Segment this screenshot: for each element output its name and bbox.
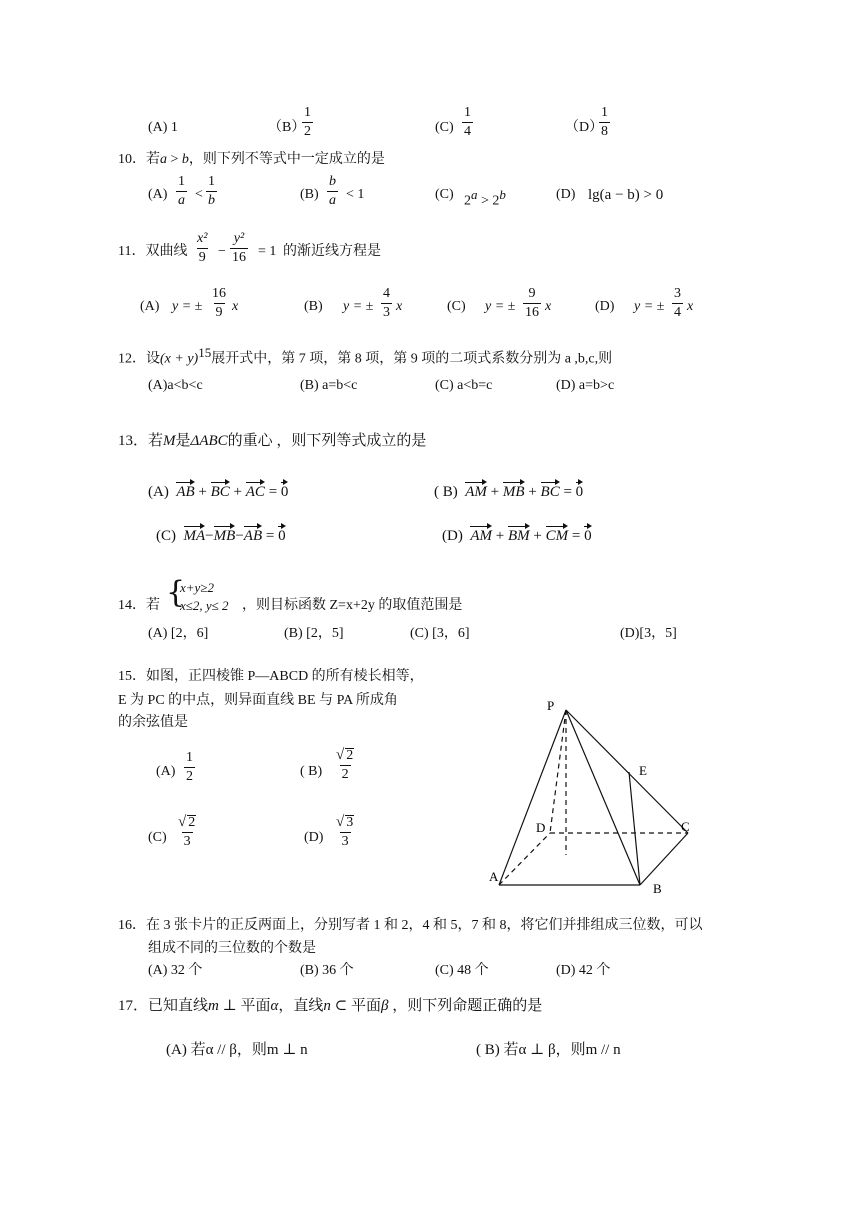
q9-option-a: (A) 1	[148, 120, 178, 135]
q11-option-b-var: x	[396, 299, 403, 314]
q11-frac2: $\frac{\text{y²}}{16}$	[232, 231, 246, 265]
q11-option-c-frac: $\frac{9}{16}$	[525, 286, 539, 320]
q16-option-a: (A) 32 个	[148, 963, 203, 978]
q15-option-d-label: (D)	[304, 830, 324, 845]
q14-ineq2: x≤2, y≤ 2	[180, 598, 229, 613]
q16-option-d: (D) 42 个	[556, 963, 611, 978]
q15-option-a-label: (A)	[156, 764, 176, 779]
q11-option-d-var: x	[687, 299, 694, 314]
q10-option-b-tail: < 1	[346, 187, 365, 202]
q9-option-c-label: (C)	[435, 120, 454, 135]
q14-option-b: (B) [2，5]	[284, 626, 344, 641]
pyramid-figure	[480, 690, 710, 900]
q16-line2: 组成不同的三位数的个数是	[148, 941, 316, 956]
q9-option-c-fraction: $\frac{1}{4}$	[464, 105, 471, 139]
q11-option-d-label: (D)	[595, 299, 615, 314]
q11-minus: −	[218, 244, 226, 259]
q15-option-a-frac: $\frac{1}{2}$	[186, 750, 193, 784]
q9-option-b-label: （B）	[268, 120, 306, 135]
edge-pa	[499, 710, 566, 885]
q15-option-b-frac: $\frac{√ 2}{2}$	[336, 747, 354, 782]
q10-option-a-frac2: $\frac{1}{b}$	[208, 174, 215, 208]
q12-option-a: (A)a<b<c	[148, 378, 203, 393]
edge-bc	[640, 833, 688, 885]
q14-option-c: (C) [3，6]	[410, 626, 470, 641]
q15-option-d-frac: $\frac{√ 3}{3}$	[336, 814, 354, 849]
edge-pc	[566, 710, 688, 833]
q15-line3: 的余弦值是	[118, 715, 188, 730]
q13-option-d: (D) AM + BM + CM = 0	[442, 528, 592, 544]
q15-option-c-label: (C)	[148, 830, 167, 845]
q15-line1: 15．如图，正四棱锥 P—ABCD 的所有棱长相等，	[118, 669, 424, 684]
point-label-e: E	[639, 763, 647, 778]
vertex-label-b: B	[653, 881, 662, 896]
vertex-label-a: A	[489, 869, 499, 884]
q11-option-b-pre: y = ±	[343, 299, 374, 314]
q16-line1: 16．在 3 张卡片的正反两面上，分别写者 1 和 2，4 和 5，7 和 8，将它们并排组成三位数，可以	[118, 918, 703, 933]
q13-option-b: ( B) AM + MB + BC = 0	[434, 484, 584, 500]
segment-be	[629, 772, 640, 885]
q9-option-d-label: （D）	[565, 120, 604, 135]
q9-option-d-fraction: $\frac{1}{8}$	[601, 105, 608, 139]
q15-line2: E 为 PC 的中点，则异面直线 BE 与 PA 所成角	[118, 693, 398, 708]
q11-stem-num: 11．双曲线	[118, 244, 188, 259]
q11-option-d-frac: $\frac{3}{4}$	[674, 286, 681, 320]
edge-pb	[566, 710, 640, 885]
q15-option-c-frac: $\frac{√ 2}{3}$	[178, 814, 196, 849]
q14-ineq1: x+y≥2	[180, 580, 214, 595]
edge-pd	[550, 710, 566, 833]
q11-option-a-label: (A)	[140, 299, 160, 314]
q14-system-brace: {	[166, 575, 186, 610]
q12-option-b: (B) a=b<c	[300, 378, 358, 393]
q11-option-d-pre: y = ±	[634, 299, 665, 314]
q11-frac1: $\frac{\text{x²}}{9}$	[197, 231, 208, 265]
q11-stem-tail: 的渐近线方程是	[283, 244, 381, 259]
q10-option-d-expr: lg(a − b) > 0	[588, 187, 664, 203]
q11-option-c-var: x	[545, 299, 552, 314]
q13-stem: 13．若M是ΔABC的重心 ，则下列等式成立的是	[118, 433, 427, 449]
q11-option-c-label: (C)	[447, 299, 466, 314]
vertex-label-d: D	[536, 820, 546, 835]
q11-option-a-var: x	[232, 299, 239, 314]
q13-option-a: (A) AB + BC + AC = 0	[148, 484, 289, 500]
q17-option-a: (A) 若α // β，则m ⊥ n	[166, 1042, 308, 1058]
q12-stem: 12．设$(x + y)^{15}$展开式中，第 7 项，第 8 项，第 9 项的二项式系数分别为 a ,b,c,则	[118, 345, 613, 367]
q10-option-b-label: (B)	[300, 187, 319, 202]
q12-option-d: (D) a=b>c	[556, 378, 615, 393]
q16-option-c: (C) 48 个	[435, 963, 489, 978]
edge-ad	[499, 833, 550, 885]
q11-option-b-label: (B)	[304, 299, 323, 314]
q9-option-b-fraction: $\frac{1}{2}$	[304, 105, 311, 139]
q11-option-c-pre: y = ±	[485, 299, 516, 314]
q10-option-a-op: <	[195, 187, 203, 202]
q13-option-c: (C) MA−MB−AB = 0	[156, 528, 286, 544]
q10-option-b-frac: $\frac{b}{a}$	[329, 174, 336, 208]
q15-option-b-label: ( B)	[300, 764, 323, 779]
q16-option-b: (B) 36 个	[300, 963, 354, 978]
q10-option-a-frac1: $\frac{1}{a}$	[178, 174, 185, 208]
q17-option-b: ( B) 若α ⊥ β，则m // n	[476, 1042, 621, 1058]
q14-stem-pre: 14．若	[118, 598, 160, 613]
q10-stem: 10．若a > b，则下列不等式中一定成立的是	[118, 152, 385, 167]
q11-option-a-pre: y = ±	[172, 299, 203, 314]
q11-eq: = 1	[258, 244, 277, 259]
q10-option-d-label: (D)	[556, 187, 576, 202]
vertex-label-p: P	[547, 698, 555, 713]
q14-stem-tail: ，则目标函数 Z=x+2y 的取值范围是	[242, 598, 463, 613]
q12-option-c: (C) a<b=c	[435, 378, 493, 393]
q17-stem: 17．已知直线m ⊥ 平面α，直线n ⊂ 平面β ，则下列命题正确的是	[118, 998, 543, 1014]
q10-option-c-expr: $2^a > 2^b$	[464, 187, 506, 209]
q14-option-a: (A) [2，6]	[148, 626, 209, 641]
q11-option-a-frac: $\frac{16}{9}$	[212, 286, 226, 320]
q10-option-c-label: (C)	[435, 187, 454, 202]
vertex-label-c: C	[681, 819, 690, 834]
q14-option-d: (D)[3，5]	[620, 626, 677, 641]
q10-option-a-label: (A)	[148, 187, 168, 202]
q11-option-b-frac: $\frac{4}{3}$	[383, 286, 390, 320]
